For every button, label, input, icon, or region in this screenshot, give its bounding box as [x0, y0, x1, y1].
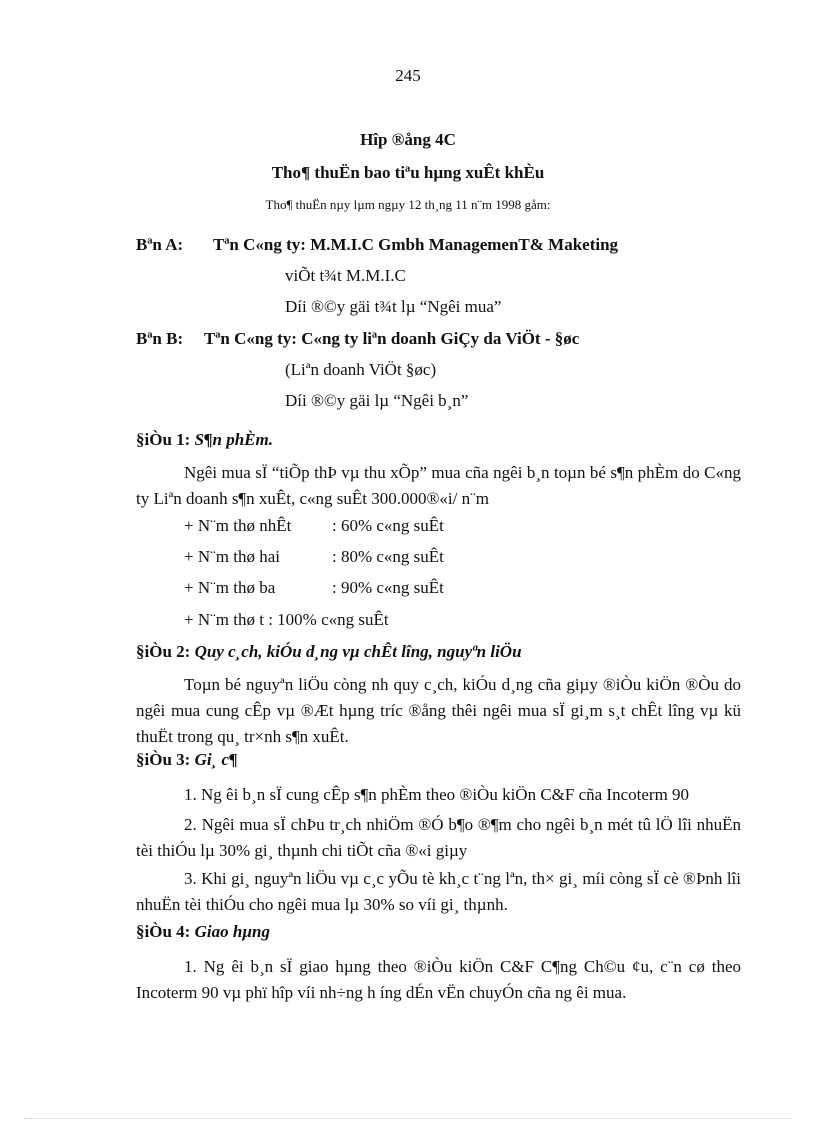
party-a-alias: Díi ®©y gäi t¾t lµ “Ngêi mua”: [285, 297, 502, 316]
article-2-title: Quy c¸ch, kiÓu d¸ng vµ chÊt lîng, nguyªn liÖu: [194, 642, 522, 661]
year-4-line: + N¨m thø t : 100% c«ng suÊt: [184, 610, 389, 629]
article-1-heading: [136, 430, 273, 450]
article-1-paragraph: Ngêi mua sÏ “tiÕp thÞ vµ thu xÕp” mua cña ngêi b¸n toµn bé s¶n phÈm do C«ng ty Liªn doanh s¶n xuÊt, c«ng suÊt 300.000®«i/ n¨m: [136, 463, 741, 508]
year-2-label: + N¨m thø hai: [184, 547, 280, 566]
article-3-item-3: 3. Khi gi¸ nguyªn liÖu vµ c¸c yÕu tè kh¸c t¨ng lªn, th× gi¸ míi còng sÏ cè ®Þnh lîi nhuËn tèi thiÓu cho ngêi mua lµ 30% so víi gi¸ thµnh.: [136, 869, 741, 914]
article-4-title: Giao hµng: [194, 922, 271, 941]
page-bottom-divider: [24, 1118, 792, 1119]
article-2-heading: [136, 642, 522, 662]
article-4-number: §iÒu 4:: [136, 922, 191, 941]
article-3-title: Gi¸ c¶: [194, 750, 238, 769]
year-1-label: + N¨m thø nhÊt: [184, 516, 292, 535]
article-4-heading: [136, 922, 270, 942]
party-a-company: Tªn C«ng ty: M.M.I.C Gmbh ManagemenT& Maketing: [213, 235, 619, 254]
party-b-label: Bªn B:: [136, 329, 184, 348]
year-2-value: : 80% c«ng suÊt: [332, 547, 444, 566]
article-3-item-1: 1. Ng êi b¸n sÏ cung cÊp s¶n phÈm theo ®iÒu kiÖn C&F cña Incoterm 90: [184, 785, 690, 804]
party-a-label: Bªn A:: [136, 235, 184, 254]
year-3-value: : 90% c«ng suÊt: [332, 578, 444, 597]
article-1-number: §iÒu 1:: [136, 430, 191, 449]
article-3-heading: [136, 750, 238, 770]
article-2-paragraph: Toµn bé nguyªn liÖu còng nh quy c¸ch, kiÓu d¸ng cña giµy ®iÒu kiÖn ®Òu do ngêi mua cung cÊp vµ ®Æt hµng tríc ®ång thêi ngêi mua sÏ gi¸m s¸t chÊt lîng vµ kü thuËt trong qu¸ tr×nh s¶n xuÊt.: [136, 675, 741, 746]
year-3-label: + N¨m thø ba: [184, 578, 276, 597]
article-3-number: §iÒu 3:: [136, 750, 191, 769]
contract-subtitle: Tho¶ thuËn bao tiªu hµng xuÊt khÈu: [271, 163, 545, 182]
party-b-company: Tªn C«ng ty: C«ng ty liªn doanh GiÇy da ViÖt - §øc: [204, 329, 580, 348]
contract-intro: Tho¶ thuËn nµy lµm ngµy 12 th¸ng 11 n¨m 1998 gåm:: [265, 197, 551, 212]
article-2-number: §iÒu 2:: [136, 642, 191, 661]
article-3-item-2: 2. Ngêi mua sÏ chÞu tr¸ch nhiÖm ®Ó b¶o ®¶m cho ngêi b¸n mét tû lÖ lîi nhuËn tèi thiÓu lµ 30% gi¸ thµnh chi tiÕt cña ®«i giµy: [136, 815, 741, 860]
party-a-short-name: viÕt t¾t M.M.I.C: [285, 266, 406, 285]
party-b-alias: Díi ®©y gäi lµ “Ngêi b¸n”: [285, 391, 469, 410]
article-4-item-1: 1. Ng êi b¸n sÏ giao hµng theo ®iÒu kiÖn C&F C¶ng Ch©u ¢u, c¨n cø theo Incoterm 90 vµ phï hîp víi nh÷ng h íng dÉn vËn chuyÓn cña ng êi mua.: [136, 957, 741, 1002]
year-1-value: : 60% c«ng suÊt: [332, 516, 444, 535]
article-1-title: S¶n phÈm.: [194, 430, 273, 449]
page-number: 245: [395, 66, 421, 85]
contract-title: Hîp ®ång 4C: [360, 130, 456, 149]
party-b-short-name: (Liªn doanh ViÖt §øc): [285, 360, 437, 379]
